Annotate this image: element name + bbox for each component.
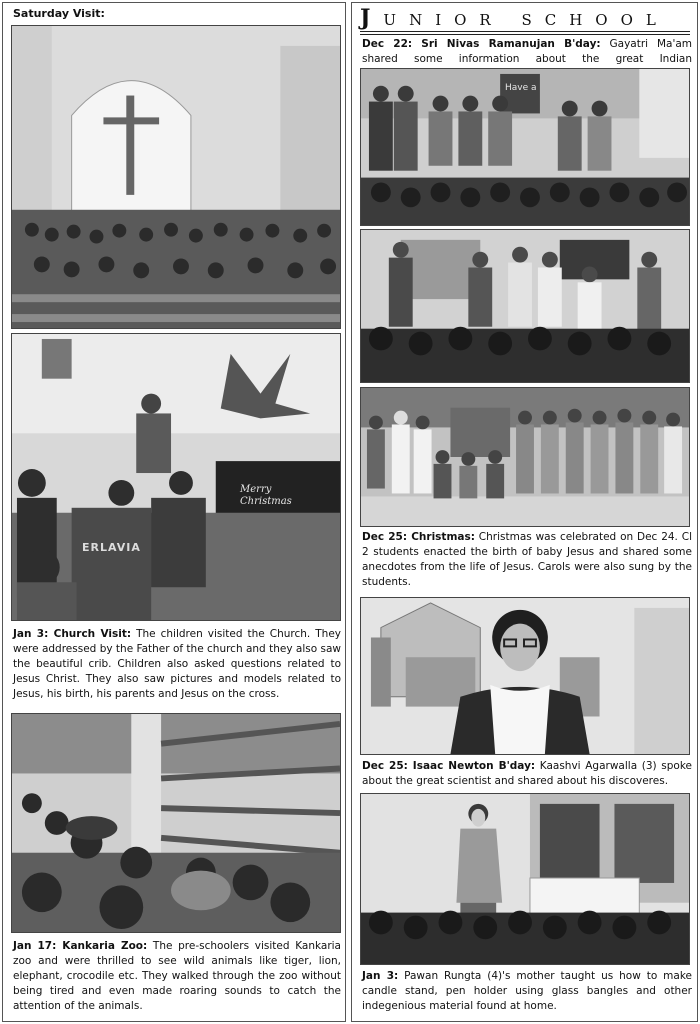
newton-caption [362,759,692,789]
christmas-banner-text: Merry Christmas [240,484,292,507]
tshirt-text: ERLAVIA [82,541,141,554]
craft-caption [362,969,692,1014]
caption-body: Pawan Rungta (4)'s mother taught us how to make candle stand, pen holder using glass bangles and other indegenious material found at home. [362,970,692,1012]
caption-body: Kaashvi Agarwalla (3) spoke about the great scientist and shared about his discoveres. [362,760,693,787]
caption-body: The pre-schoolers visited Kankaria zoo and were thrilled to see wild animals like tiger, lion, elephant, crocodile etc. They walked through the zoo without being tired and even made roaring sounds to catch the attention of the animals. [13,940,341,1012]
church-interior-photo [11,25,341,329]
section-label: Saturday Visit: [13,7,105,20]
church-visit-caption [13,627,341,702]
masthead [360,5,690,32]
caption-lead: Jan 3: Church Visit: [13,628,132,640]
caption-lead: Dec 25: Christmas: [362,531,475,543]
masthead-rule [360,34,690,35]
ramanujan-photo [360,68,690,226]
caption-lead: Jan 3: [362,970,399,982]
left-column [2,2,346,1022]
board-text: Have a [505,83,537,93]
christmas-carols-photo [360,387,690,527]
zoo-photo [11,713,341,933]
caption-body: The children visited the Church. They were addressed by the Father of the church and they also saw the beautiful crib. Children also asked questions related to Jesus Christ. They also saw pictures and models related to Jesus, his birth, his parents and Jesus on the cross. [13,628,341,700]
right-column [351,2,698,1022]
newton-photo [360,597,690,755]
caption-body: Christmas was celebrated on Dec 24. Cl 2 students enacted the birth of baby Jesus and shared some anecdotes from the life of Jesus. Carols were also sung by the students. [362,531,692,588]
church-crib-photo [11,333,341,621]
masthead-title: JUNIOR SCHOOL [360,5,669,31]
christmas-caption [362,530,692,590]
zoo-caption [13,939,341,1014]
caption-lead: Jan 17: Kankaria Zoo: [13,940,148,952]
caption-lead: Dec 22: Sri Nivas Ramanujan B'day: [362,38,601,50]
caption-lead: Dec 25: Isaac Newton B'day: [362,760,536,772]
caption-body: Gayatri Ma'am shared some information about the great Indian [362,38,693,65]
christmas-enactment-photo [360,229,690,383]
craft-photo [360,793,690,965]
